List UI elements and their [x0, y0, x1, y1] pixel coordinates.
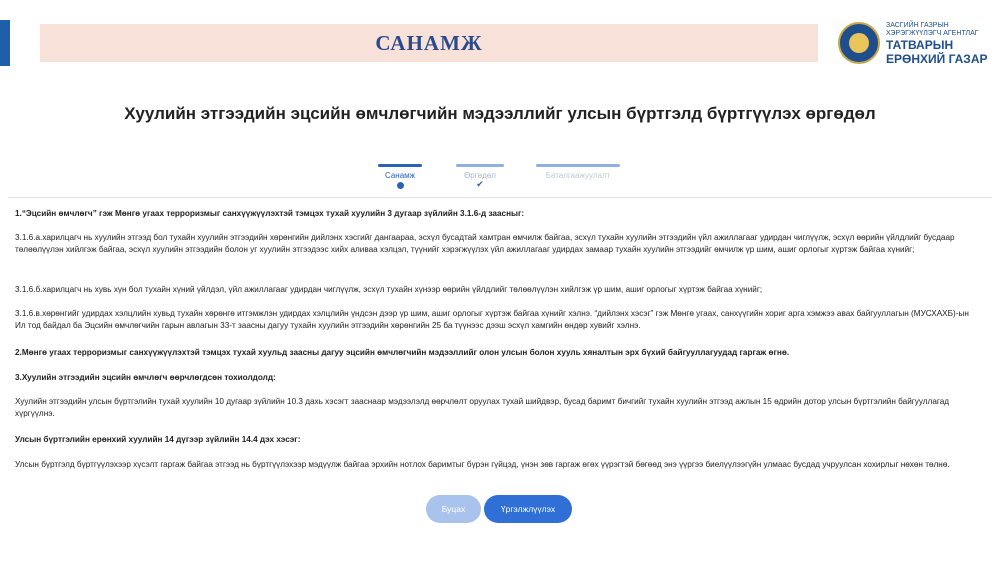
left-accent-strip [0, 20, 10, 66]
divider [8, 197, 992, 198]
page-title: Хуулийн этгээдийн эцсийн өмчлөгчийн мэдээллийг улсын бүртгэлд бүртгүүлэх өргөдөл [124, 104, 876, 123]
logo-line-2: ЕРӨНХИЙ ГАЗАР [886, 52, 988, 66]
notice-banner [40, 24, 818, 62]
stepper [378, 164, 628, 194]
section-3-text: Хуулийн этгээдийн улсын бүртгэлийн тухай хуулийн 10 дугаар зүйлийн 10.3 дахь хэсэгт зааснаар мэдээлэлд өөрчлөлт оруулах тухай шийдвэр, бусад баримт бичгийг тухайн хуулийн этгээд ажлын 15 өдрийн дотор улсын бүртгэлийн байгууллагад хүргүүлнэ. [15, 397, 950, 418]
section-2-heading: 2.Мөнгө угаах терроризмыг санхүүжүүлэхтэй тэмцэх тухай хуульд заасны дагуу эцсийн өмчлөгчийн мэдээллийг олон улсын болон хууль хяналтын эрх бүхий байгууллагуудад гаргаж өгнө. [15, 348, 790, 357]
step-label: Баталгаажуулалт [545, 171, 611, 180]
back-button[interactable]: Буцах [426, 495, 481, 523]
section-14-4-heading: Улсын бүртгэлийн ерөнхий хуулийн 14 дүгээр зүйлийн 14.4 дэх хэсэг: [15, 435, 301, 444]
section-14-4-text: Улсын бүртгэлд бүртгүүлэхээр хүсэлт гаргаж байгаа этгээд нь бүртгүүлэхээр мэдүүлж байгаа эрхийн нотлох баримтыг бүрэн гүйцэд, үнэн зөв гаргаж өгөх үүрэгтэй бөгөөд энэ үүргээ биелүүлээгүйн улмаас бусдад учруулсан хохирлыг нөхөн төлнө. [15, 460, 950, 469]
agency-logo [838, 18, 998, 70]
check-icon: ✔ [476, 179, 484, 189]
banner-title: САНАМЖ [375, 30, 483, 55]
step-bar [378, 164, 422, 167]
clause-3-1-6-a: 3.1.6.а.харилцагч нь хуулийн этгээд бол тухайн хуулийн этгээдийн хөрөнгийн дийлэнх хэсгийг дангаараа, эсхүл бусадтай хамтран өмчилж байгаа, эсхүл тухайн хуулийн этгээдийн үйл ажиллагааг удирдан чиглүүлж, эсхүл өөрийн үйлдлийг бусдаар төлөөлүүлэн хийлгэж байгаа, эсхүл хуулийн этгээдийн болон уг хуулийн этгээдээс хийх аливаа хэлцэл, түүнийг хэрэгжүүлэх үйл ажиллагааг удирдах замаар тухайн хуулийн этгээдийг өмчилж үр шим, ашиг орлогыг хүртэж байгаа хүнийг; [15, 233, 955, 254]
step-label: Санамж [384, 171, 416, 180]
clause-3-1-6-v: 3.1.6.в.хөрөнгийг удирдах хэлцлийн хувьд тухайн хөрөнгө итгэмжлэн удирдах хэлцлийн үндсэн дээр үр шим, ашиг орлогыг хүртэж байгаа хүнийг хэлнэ. “дийлэнх хэсэг” гэж Мөнгө угаах, санхүүгийн хориг арга хэмжээ авах байгууллагын (МУСХАХБ)-ын Ил тод байдал ба Эцсийн өмчлөгчийн гарын авлагын 33-т заасны дагуу тухайн хуулийн этгээдийн хөрөнгийн 25 ба түүнээс дээш эсхүл хамгийн өндөр хувийг хэлнэ. [15, 309, 969, 330]
emblem-icon [838, 22, 880, 64]
step-bar [456, 164, 504, 167]
section-3-heading: 3.Хуулийн этгээдийн эцсийн өмчлөгч өөрчлөгдсөн тохиолдолд: [15, 373, 276, 382]
logo-line-1: ТАТВАРЫН [886, 38, 954, 52]
step-application[interactable] [456, 164, 504, 189]
step-notice[interactable] [378, 164, 422, 189]
step-confirmation[interactable] [536, 164, 620, 180]
step-bar [536, 164, 620, 167]
section-1-heading: 1.“Эцсийн өмчлөгч” гэж Мөнгө угаах терроризмыг санхүүжүүлэхтэй тэмцэх тухай хуулийн 3 дугаар зүйлийн 3.1.6-д заасныг: [15, 209, 525, 218]
clause-3-1-6-b: 3.1.6.б.харилцагч нь хувь хүн бол тухайн хүний үйлдэл, үйл ажиллагааг удирдан чиглүүлж, эсхүл тухайн хүнээр өөрийн үйлдлийг төлөөлүүлэн хийлгэж үр шим, ашиг орлогыг хүртэж байгаа хүнийг; [15, 285, 763, 294]
continue-button[interactable]: Үргэлжлүүлэх [484, 495, 572, 523]
step-label: Өргөдөл [464, 171, 496, 180]
logo-small-text: ЗАСГИЙН ГАЗРЫН ХЭРЭГЖҮҮЛЭГЧ АГЕНТЛАГ [886, 22, 979, 37]
active-dot-icon [397, 182, 404, 189]
